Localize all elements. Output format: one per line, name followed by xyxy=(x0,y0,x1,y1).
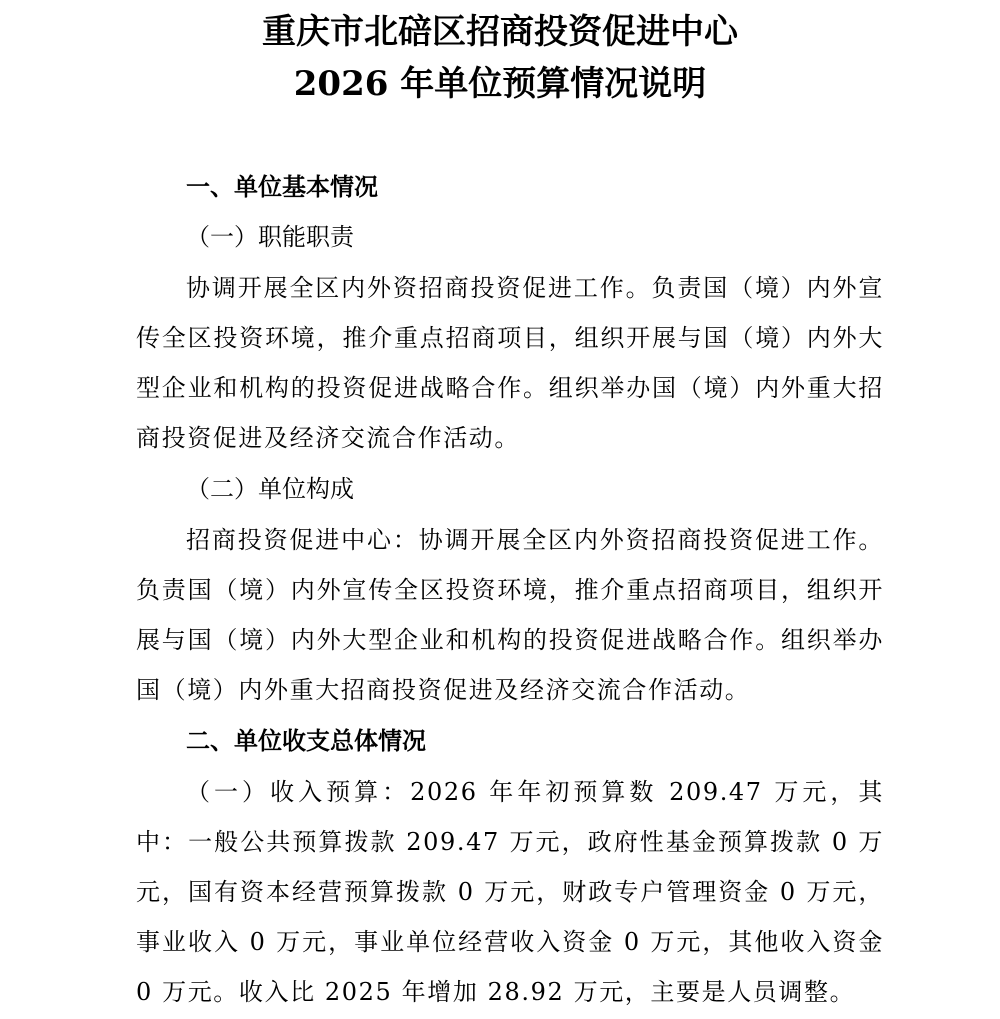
document-title-line1: 重庆市北碚区招商投资促进中心 xyxy=(262,12,738,52)
subsection-heading-composition: （二）单位构成 xyxy=(186,475,354,503)
duties-paragraph: 协调开展全区内外资招商投资促进工作。负责国（境）内外宣传全区投资环境，推介重点招商项目，组织开展与国（境）内外大型企业和机构的投资促进战略合作。组织举办国（境）内外重大招商投资促进及经济交流合作活动。 xyxy=(136,274,884,452)
income-budget-paragraph: （一）收入预算：2026 年年初预算数 209.47 万元，其中：一般公共预算拨款 209.47 万元，政府性基金预算拨款 0 万元，国有资本经营预算拨款 0 万元，财政专户管理资金 0 万元，事业收入 0 万元，事业单位经营收入资金 0 万元，其他收入资金 0 万元。收入比 2025 年增加 28.92 万元，主要是人员调整。 xyxy=(136,778,884,1006)
section-heading-income-expense: 二、单位收支总体情况 xyxy=(186,727,426,755)
document-title-line2: 2026 年单位预算情况说明 xyxy=(293,64,707,104)
section-heading-basic-info: 一、单位基本情况 xyxy=(186,173,378,201)
subsection-heading-duties: （一）职能职责 xyxy=(186,223,354,251)
composition-paragraph: 招商投资促进中心：协调开展全区内外资招商投资促进工作。负责国（境）内外宣传全区投资环境，推介重点招商项目，组织开展与国（境）内外大型企业和机构的投资促进战略合作。组织举办国（境）内外重大招商投资促进及经济交流合作活动。 xyxy=(136,526,884,704)
